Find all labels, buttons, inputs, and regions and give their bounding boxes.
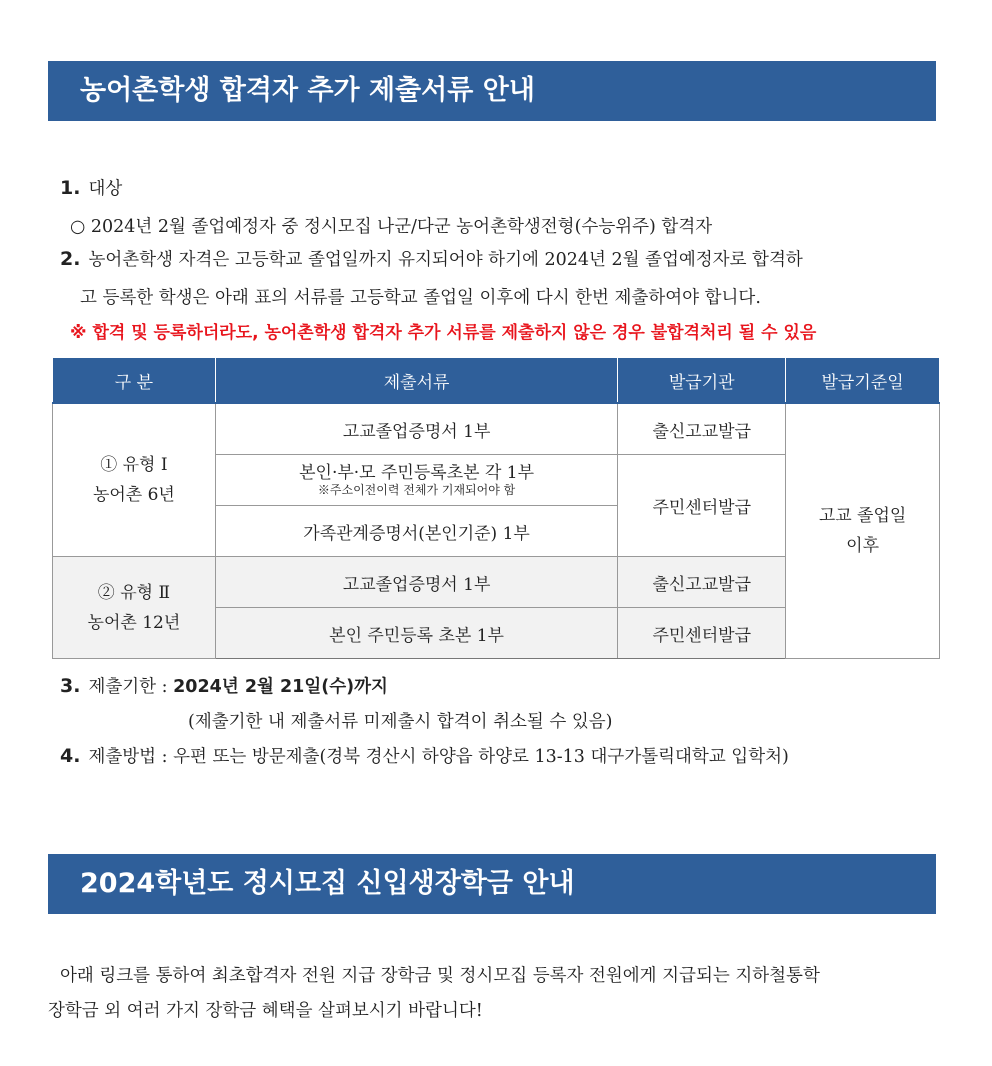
r5-org: 주민센터발급 [618, 608, 786, 659]
item3-deadline: 2024년 2월 21일(수)까지 [173, 677, 388, 697]
type2-title: ② 유형 Ⅱ [97, 582, 171, 603]
item3-note: (제출기한 내 제출서류 미제출시 합격이 취소될 수 있음) [188, 712, 613, 732]
type1-title: ① 유형 Ⅰ [100, 455, 168, 475]
r1-doc: 고교졸업증명서 1부 [215, 403, 618, 455]
item2-line1: 농어촌학생 자격은 고등학교 졸업일까지 유지되어야 하기에 2024년 2월 졸업예정자로 합격하 [88, 250, 803, 270]
type1-sub: 농어촌 6년 [92, 485, 175, 505]
type2-cell [53, 557, 216, 659]
item2 [60, 246, 803, 271]
section1-title: 농어촌학생 합격자 추가 제출서류 안내 [48, 61, 936, 121]
section2-line2: 장학금 외 여러 가지 장학금 혜택을 살펴보시기 바랍니다! [48, 1001, 483, 1021]
r2-doc-cell [215, 455, 618, 506]
issue-date-cell [786, 403, 940, 659]
item3-label: 제출기한 : [88, 677, 174, 697]
section2-title: 2024학년도 정시모집 신입생장학금 안내 [48, 854, 936, 914]
type1-cell [53, 403, 216, 557]
section2-line1: 아래 링크를 통하여 최초합격자 전원 지급 장학금 및 정시모집 등록자 전원에게 지급되는 지하철통학 [60, 966, 820, 986]
table-row [53, 403, 940, 455]
header-documents: 제출서류 [215, 358, 618, 404]
r5-doc: 본인 주민등록 초본 1부 [215, 608, 618, 659]
item1-detail: ○ 2024년 2월 졸업예정자 중 정시모집 나군/다군 농어촌학생전형(수능위주) 합격자 [70, 217, 713, 237]
item1-number: 1. [60, 177, 81, 199]
r3-doc: 가족관계증명서(본인기준) 1부 [215, 506, 618, 557]
item3-number: 3. [60, 675, 81, 697]
item4-number: 4. [60, 745, 81, 767]
r2-doc: 본인·부·모 주민등록초본 각 1부 [299, 463, 535, 483]
warning-note: ※ 합격 및 등록하더라도, 농어촌학생 합격자 추가 서류를 제출하지 않은 경우 불합격처리 될 수 있음 [70, 323, 817, 343]
item4 [60, 743, 789, 768]
item3 [60, 673, 388, 698]
table-header-row [53, 358, 940, 404]
r2-org: 주민센터발급 [618, 455, 786, 557]
r4-org: 출신고교발급 [618, 557, 786, 608]
item1 [60, 175, 122, 200]
item1-label: 대상 [88, 179, 123, 199]
r2-note: ※주소이전이력 전체가 기재되어야 함 [317, 483, 516, 497]
r1-org: 출신고교발급 [618, 403, 786, 455]
header-category: 구 분 [53, 358, 216, 404]
r4-doc: 고교졸업증명서 1부 [215, 557, 618, 608]
item4-text: 제출방법 : 우편 또는 방문제출(경북 경산시 하양읍 하양로 13-13 대구가톨릭대학교 입학처) [88, 747, 789, 767]
item2-line2: 고 등록한 학생은 아래 표의 서류를 고등학교 졸업일 이후에 다시 한번 제출하여야 합니다. [80, 288, 761, 308]
type2-sub: 농어촌 12년 [87, 612, 181, 633]
header-issue-date: 발급기준일 [786, 358, 940, 404]
date-line1: 고교 졸업일 [818, 506, 907, 526]
item2-number: 2. [60, 248, 81, 270]
header-issuer: 발급기관 [618, 358, 786, 404]
documents-table [52, 357, 940, 659]
date-line2: 이후 [846, 536, 879, 556]
